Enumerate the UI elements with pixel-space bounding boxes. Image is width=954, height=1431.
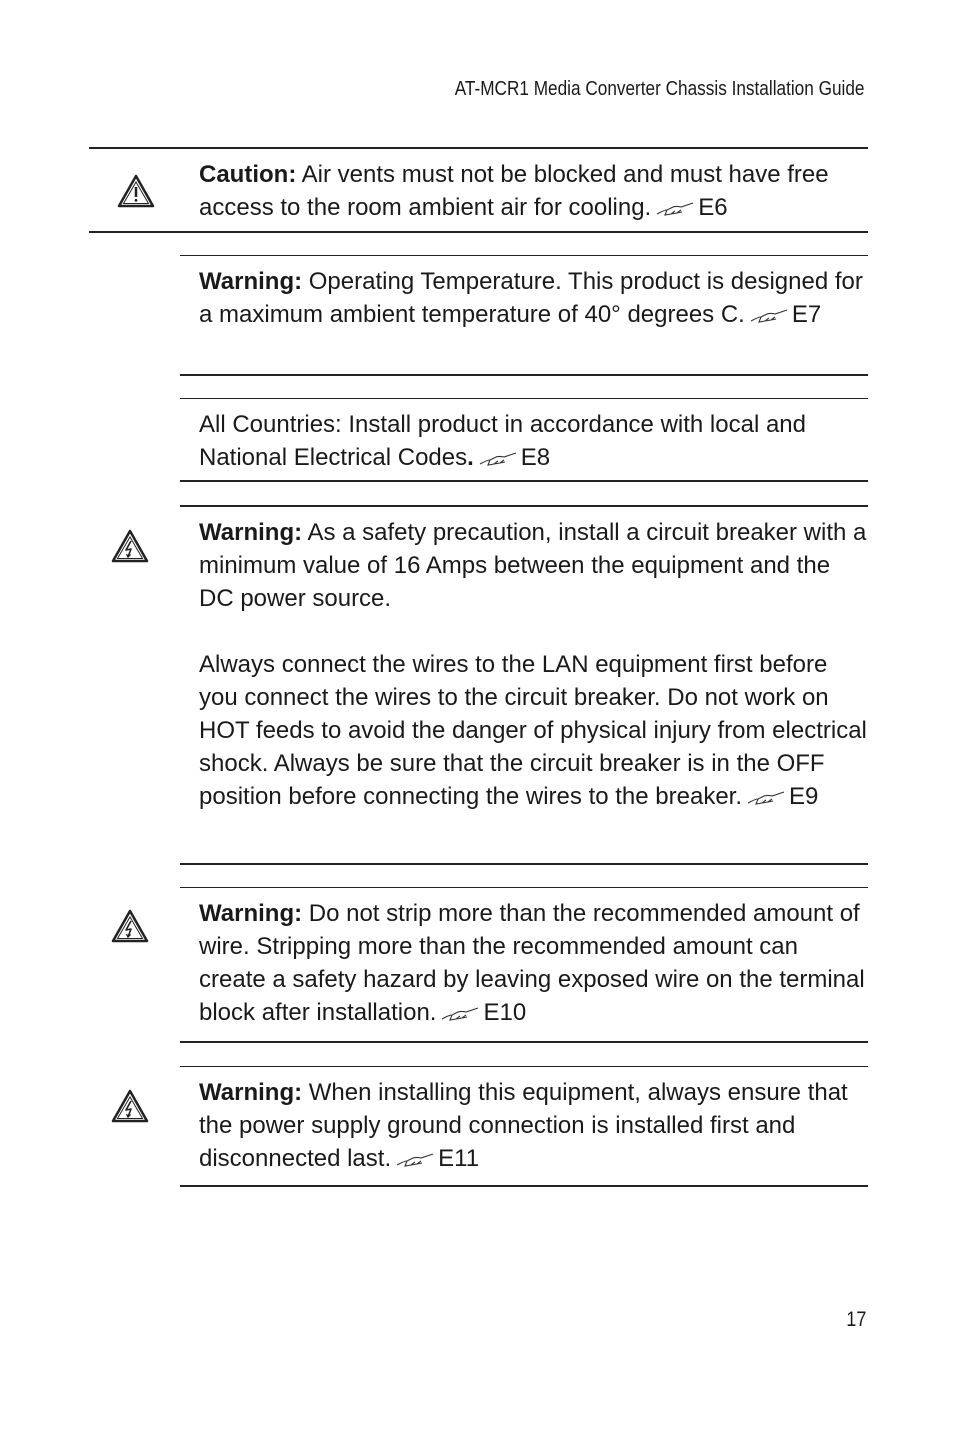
pointing-hand-icon bbox=[746, 790, 786, 806]
notice-text: Warning: Do not strip more than the recommended amount of wire. Stripping more than the recommended amount can create a safety hazard by leaving exposed wire on the terminal block after installation. E10 bbox=[199, 900, 865, 1026]
notice-lead: Warning: bbox=[199, 519, 303, 546]
warning-notice-e11 bbox=[180, 1066, 868, 1187]
reference-code: E9 bbox=[789, 783, 819, 810]
page-number: 17 bbox=[845, 1308, 866, 1331]
reference-code: E10 bbox=[483, 999, 527, 1026]
notice-text: Caution: Air vents must not be blocked and must have free access to the room ambient air for cooling. E6 bbox=[199, 161, 829, 221]
notice-text: Warning: Operating Temperature. This product is designed for a maximum ambient temperature of 40° degrees C. E7 bbox=[199, 268, 863, 328]
caution-triangle-icon bbox=[116, 173, 156, 209]
pointing-hand-icon bbox=[749, 308, 789, 324]
electrical-hazard-icon bbox=[110, 1088, 150, 1124]
warning-notice-e7 bbox=[180, 255, 868, 376]
reference-code: E6 bbox=[698, 194, 728, 221]
notice-text: Warning: As a safety precaution, install a circuit breaker with a minimum value of 16 Amps between the equipment and the DC power source. bbox=[199, 519, 867, 612]
reference-code: E8 bbox=[520, 444, 551, 471]
notice-text: Warning: When installing this equipment, always ensure that the power supply ground connection is installed first and disconnected last. E11 bbox=[199, 1079, 848, 1172]
reference-code: E7 bbox=[791, 301, 822, 328]
electrical-hazard-icon bbox=[110, 908, 150, 944]
notice-lead: Caution: bbox=[199, 161, 297, 188]
notice-text-paragraph-2: Always connect the wires to the LAN equipment first before you connect the wires to the circuit breaker. Do not work on HOT feeds to avoid the danger of physical injury from electrical shock. Always be sure that the circuit breaker is in the OFF position before connecting the wires to the breaker. E9 bbox=[199, 651, 867, 810]
notice-e8 bbox=[180, 398, 868, 482]
notice-lead: Warning: bbox=[199, 1079, 303, 1106]
pointing-hand-icon bbox=[478, 451, 518, 467]
warning-notice-e9 bbox=[180, 505, 868, 865]
caution-notice-e6 bbox=[89, 147, 868, 233]
electrical-hazard-icon bbox=[110, 528, 150, 564]
reference-code: E11 bbox=[438, 1145, 480, 1172]
pointing-hand-icon bbox=[395, 1152, 435, 1168]
notice-text: All Countries: Install product in accordance with local and National Electrical Codes. E8 bbox=[199, 411, 806, 471]
pointing-hand-icon bbox=[655, 201, 695, 217]
running-header: AT-MCR1 Media Converter Chassis Installation Guide bbox=[454, 78, 864, 100]
pointing-hand-icon bbox=[440, 1006, 480, 1022]
notice-lead: Warning: bbox=[199, 268, 303, 295]
warning-notice-e10 bbox=[180, 887, 868, 1043]
notice-lead: Warning: bbox=[199, 900, 303, 927]
